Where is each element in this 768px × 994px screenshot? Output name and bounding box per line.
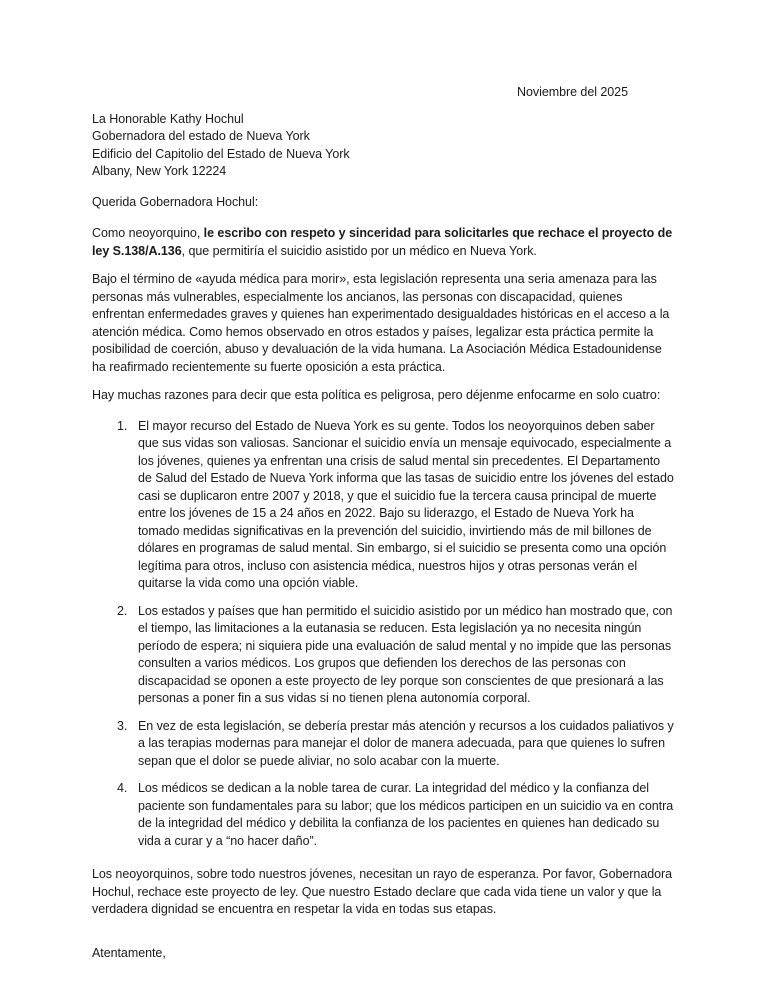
list-item: Los estados y países que han permitido el suicidio asistido por un médico han mostrado que, con el tiempo, las limitaciones a la eutanasia se reducen. Esta legislación ya no necesita ningún período de espera; ni siquiera pide una evaluación de salud mental y no impide que las personas consulten a varios médicos. Los grupos que defienden los derechos de las personas con discapacidad se oponen a este proyecto de ley porque son conscientes de que presionará a las personas a poner fin a sus vidas si no tienen plena autonomía corporal. xyxy=(138,603,673,705)
signoff: Atentamente, xyxy=(92,945,166,960)
opening-regular-end: , que permitiría el suicidio asistido por un médico en Nueva York. xyxy=(181,243,537,258)
pre-list-paragraph: Hay muchas razones para decir que esta política es peligrosa, pero déjenme enfocarme en solo cuatro: xyxy=(92,388,661,402)
numbered-list xyxy=(92,418,675,851)
list-item: Los médicos se dedican a la noble tarea de curar. La integridad del médico y la confianza del paciente son fundamentales para su labor; que los médicos participen en un suicidio va en contra de la integridad del médico y debilita la confianza de los pacientes en quienes han dedicado su vida a curar y a “no hacer daño”. xyxy=(138,781,674,848)
opening-regular-start: Como neoyorquino, xyxy=(92,226,204,240)
address-line: Gobernadora del estado de Nueva York xyxy=(92,129,310,143)
address-line: La Honorable Kathy Hochul xyxy=(92,111,244,126)
list-item: En vez de esta legislación, se debería prestar más atención y recursos a los cuidados paliativos y a las terapias modernas para manejar el dolor de manera adecuada, para que quienes lo sufren sepan que el dolor se puede aliviar, no solo acabar con la muerte. xyxy=(138,718,674,768)
closing-paragraph: Los neoyorquinos, sobre todo nuestros jóvenes, necesitan un rayo de esperanza. Por favor, Gobernadora Hochul, rechace este proyecto de ley. Que nuestro Estado declare que cada vida tiene un valor y que la verdadera dignidad se encuentra en respetar la vida en todas sus etapas. xyxy=(92,867,673,916)
threat-paragraph: Bajo el término de «ayuda médica para morir», esta legislación representa una seria amenaza para las personas más vulnerables, especialmente los ancianos, las personas con discapacidad, quienes enfrentan enfermedades graves y quienes han experimentado desigualdades históricas en el acceso a la atención médica. Como hemos observado en otros estados y países, legalizar esta práctica permite la posibilidad de coerción, abuso y devaluación de la vida humana. La Asociación Médica Estadounidense ha reafirmado recientemente su fuerte oposición a esta práctica. xyxy=(92,272,670,374)
opening-bold-request: le escribo con respeto y sinceridad para solicitarles que rechace el proyecto de ley S.138/A.136 xyxy=(92,226,673,258)
recipient-address xyxy=(92,111,675,181)
salutation: Querida Gobernadora Hochul: xyxy=(92,194,259,209)
letter-date: Noviembre del 2025 xyxy=(517,85,628,99)
list-item: El mayor recurso del Estado de Nueva York es su gente. Todos los neoyorquinos deben saber que sus vidas son valiosas. Sancionar el suicidio envía un mensaje equivocado, especialmente a los jóvenes, quienes ya enfrentan una crisis de salud mental sin precedentes. El Departamento de Salud del Estado de Nueva York informa que las tasas de suicidio entre los jóvenes del estado casi se duplicaron entre 2007 y 2018, y que el suicidio fue la tercera causa principal de muerte entre los jóvenes de 15 a 24 años en 2022. Bajo su liderazgo, el Estado de Nueva York ha tomado medidas significativas en la prevención del suicidio, invirtiendo más de mil billones de dólares en programas de salud mental. Sin embargo, si el suicidio se presenta como una opción legítima para otros, incluso con asistencia médica, nuestros hijos y otras personas verán el quitarse la vida como una opción viable. xyxy=(138,418,674,590)
address-line: Edificio del Capitolio del Estado de Nueva York xyxy=(92,146,350,161)
address-line: Albany, New York 12224 xyxy=(92,164,227,178)
opening-paragraph xyxy=(92,225,675,260)
